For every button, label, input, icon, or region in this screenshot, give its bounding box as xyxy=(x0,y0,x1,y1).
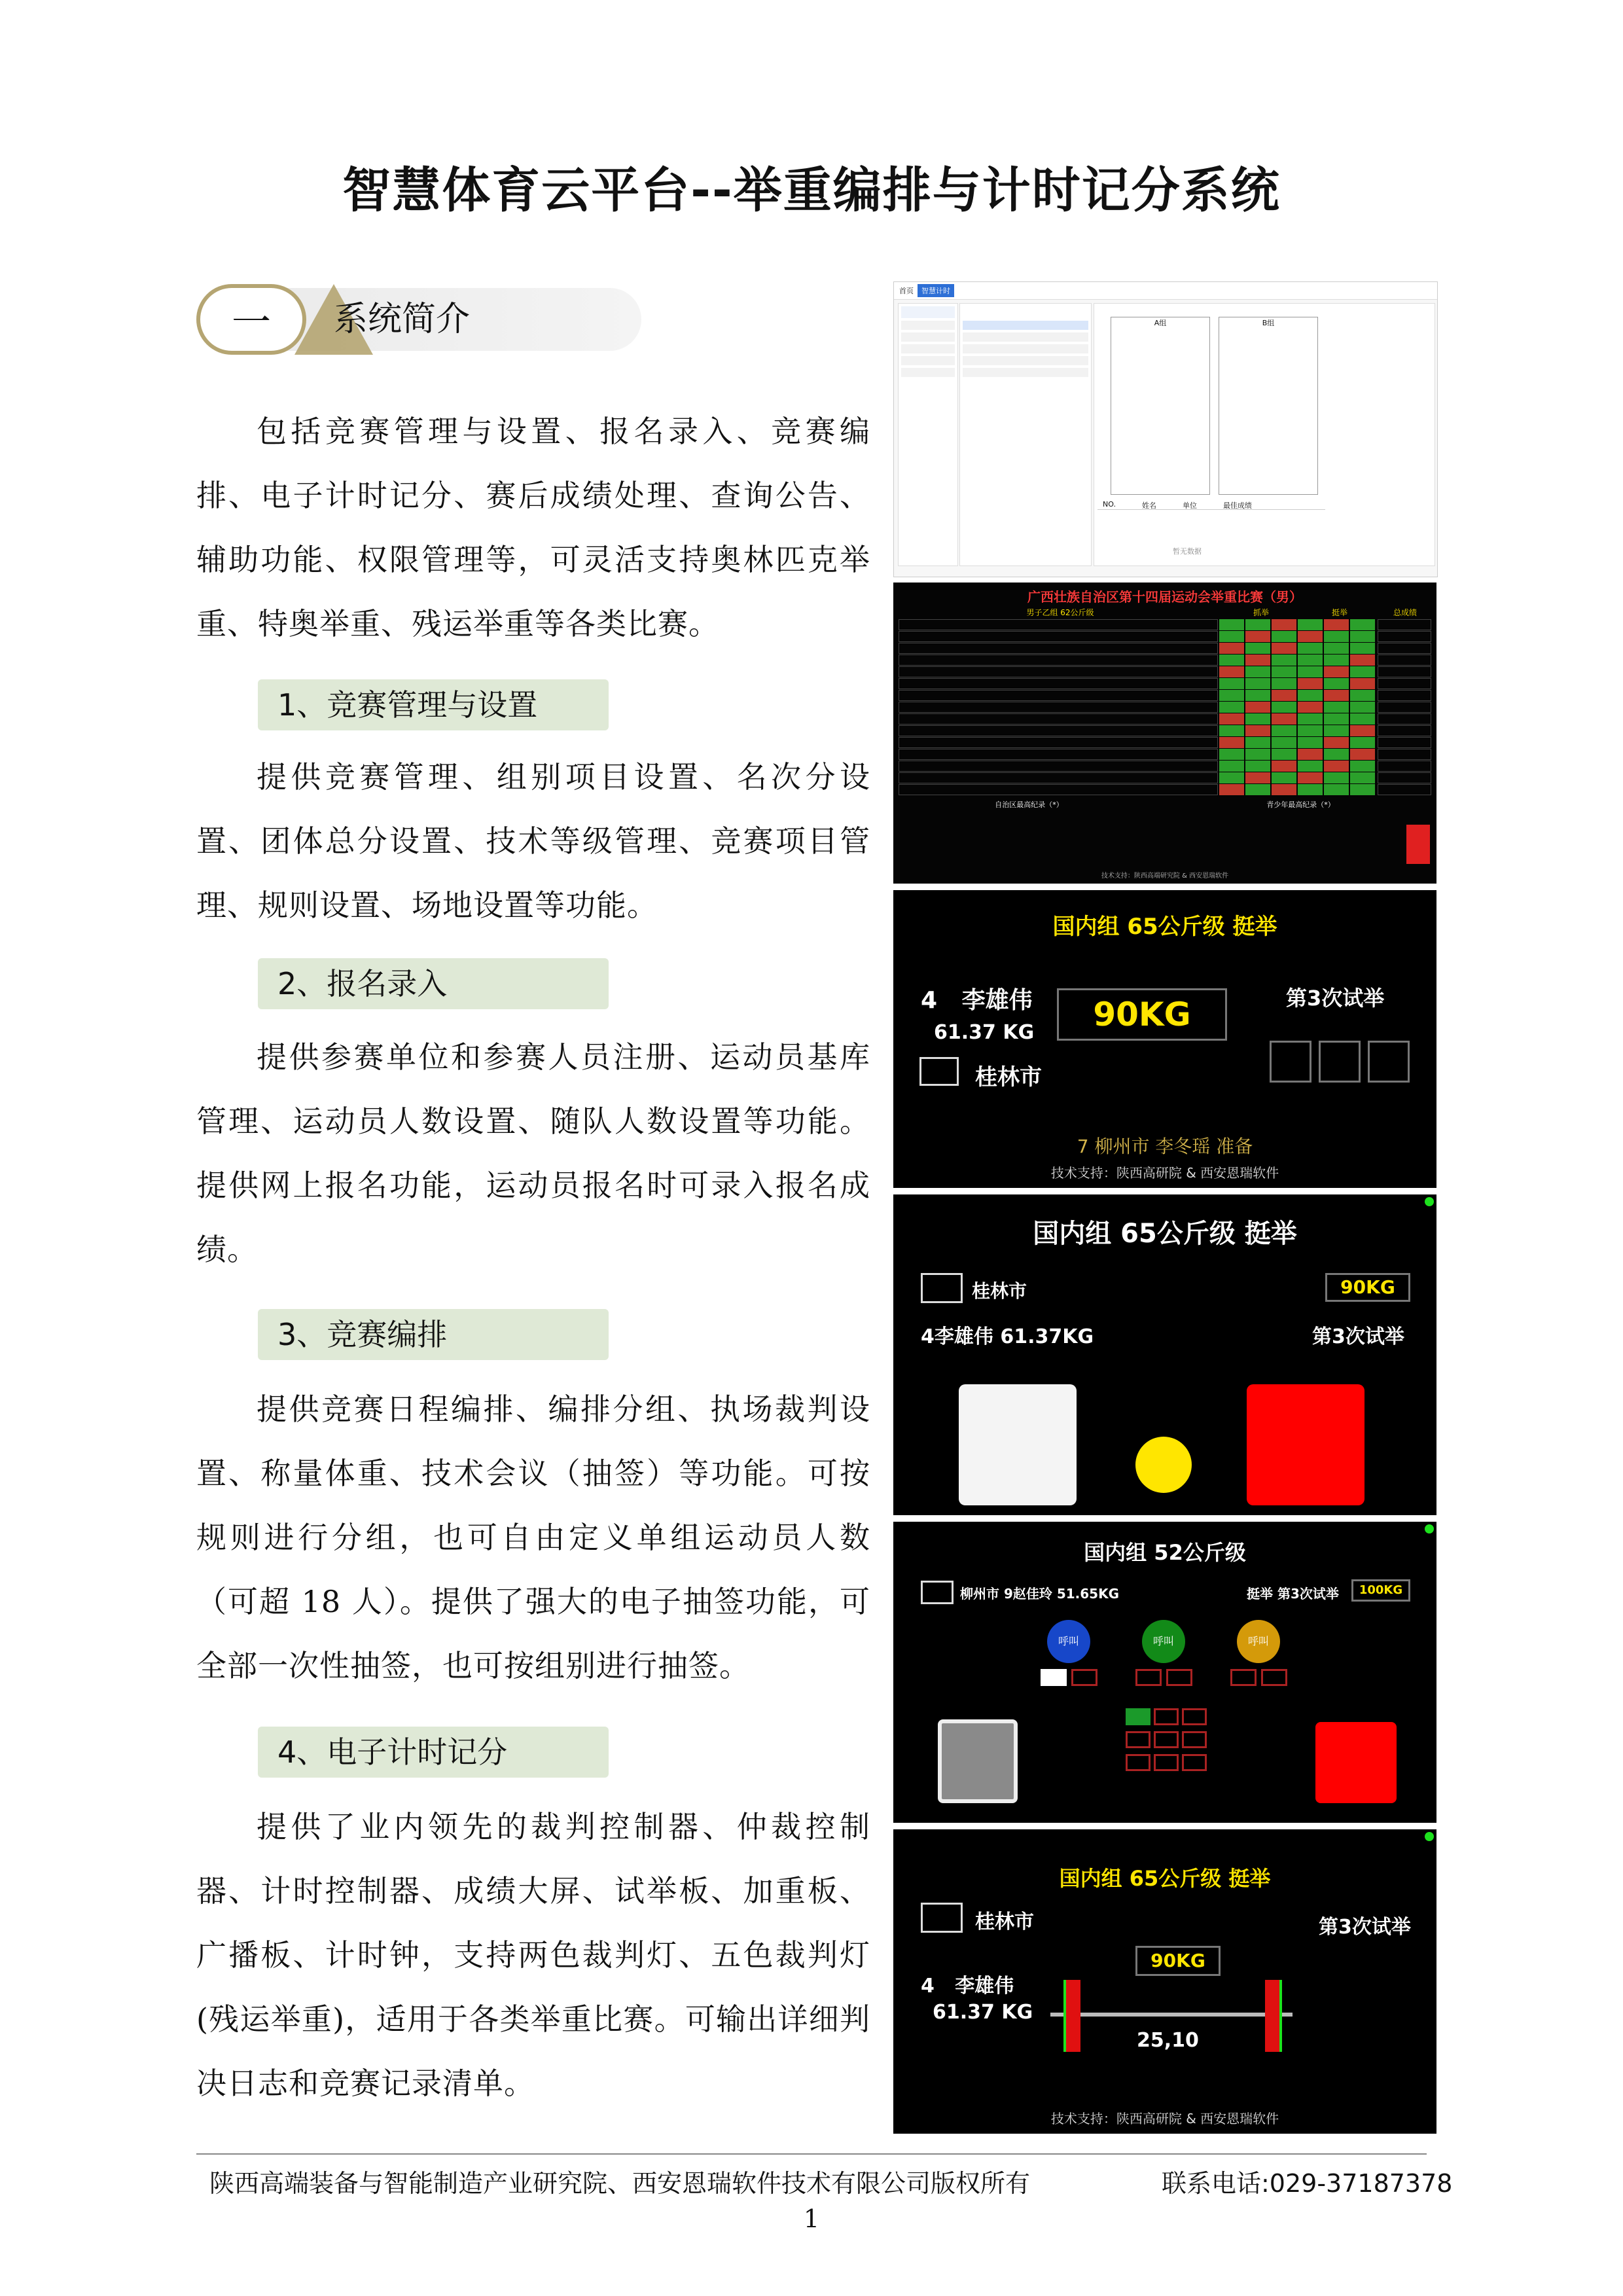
jury-box xyxy=(1182,1731,1207,1748)
s6-unit: 桂林市 xyxy=(975,1910,1034,1933)
board-rows xyxy=(899,619,1431,795)
board-row xyxy=(899,690,1431,701)
barbell-icon xyxy=(1406,825,1430,864)
call-button-1[interactable]: 呼叫 xyxy=(1047,1620,1090,1663)
s6-attempt: 第3次试举 xyxy=(1319,1916,1411,1939)
s5-weight: 100KG xyxy=(1351,1579,1410,1602)
board-row xyxy=(899,725,1431,736)
board-row xyxy=(899,678,1431,689)
col-name: 姓名 xyxy=(1141,501,1156,510)
col-score: 最佳成绩 xyxy=(1222,501,1252,510)
group-b-box xyxy=(1219,317,1318,495)
loading-screen xyxy=(893,1829,1436,2134)
s5-attempt: 挺举 第3次试举 xyxy=(1247,1586,1339,1602)
tab-home[interactable]: 首页 xyxy=(899,287,914,295)
board-row xyxy=(899,619,1431,630)
image-icon xyxy=(921,1581,954,1604)
col-unit: 单位 xyxy=(1182,501,1197,510)
vote-box-white xyxy=(1041,1669,1067,1686)
subsection-text-1: 提供竞赛管理、组别项目设置、名次分设置、团体总分设置、技术等级管理、竞赛项目管理、规则设置、场地设置等功能。 xyxy=(196,759,870,923)
jury-box xyxy=(1154,1731,1179,1748)
board-subtitle: 男子乙组 62公斤级 xyxy=(1026,608,1094,617)
group-a-box xyxy=(1111,317,1210,495)
s6-bodyweight: 61.37 KG xyxy=(933,2001,1033,2024)
jury-screen xyxy=(893,1522,1436,1823)
subsection-text-3: 提供竞赛日程编排、编排分组、执场裁判设置、称量体重、技术会议（抽签）等功能。可按规则进行分组，也可自由定义单组运动员人数（可超 18 人）。提供了强大的电子抽签功能，可全部一次性抽签，也可按组别进行抽签。 xyxy=(196,1391,870,1683)
jury-box xyxy=(1126,1708,1150,1725)
document-title: 智慧体育云平台--举重编排与计时记分系统 xyxy=(342,162,1281,219)
board-row xyxy=(899,643,1431,654)
status-dot xyxy=(1425,1197,1434,1206)
plate-left xyxy=(1063,1980,1080,2052)
jury-box xyxy=(1154,1708,1179,1725)
s4-unit: 桂林市 xyxy=(972,1280,1027,1302)
vote-box-red xyxy=(1071,1669,1097,1686)
board-row xyxy=(899,713,1431,725)
vote-box-3a xyxy=(1230,1669,1257,1686)
s6-name: 李雄伟 xyxy=(955,1975,1014,1998)
image-icon xyxy=(919,1057,959,1086)
board-row xyxy=(899,655,1431,666)
board-row xyxy=(899,702,1431,713)
admin-table-header xyxy=(1097,500,1325,510)
subsection-text-4: 提供了业内领先的裁判控制器、仲裁控制器、计时控制器、成绩大屏、试举板、加重板、广播板、计时钟，支持两色裁判灯、五色裁判灯(残运举重)，适用于各类举重比赛。可输出详细判决日志和竞赛记录清单。 xyxy=(196,1809,870,2101)
call-button-3[interactable]: 呼叫 xyxy=(1237,1620,1280,1663)
board-title: 广西壮族自治区第十四届运动会举重比赛（男） xyxy=(1027,589,1302,605)
status-dot xyxy=(1425,1524,1434,1534)
subsection-text-2: 提供参赛单位和参赛人员注册、运动员基库管理、运动员人数设置、随队人数设置等功能。提供网上报名功能，运动员报名时可录入报名成绩。 xyxy=(196,1039,870,1267)
red-light xyxy=(1247,1384,1364,1505)
s4-athlete: 4李雄伟 61.37KG xyxy=(921,1325,1094,1348)
s3-attempt: 第3次试举 xyxy=(1286,986,1385,1011)
board-row xyxy=(899,666,1431,677)
page-number: 1 xyxy=(803,2204,820,2233)
footer-rule xyxy=(196,2153,1427,2155)
image-icon xyxy=(921,1903,963,1933)
attempt-light-2 xyxy=(1319,1041,1361,1083)
vote-box-3b xyxy=(1261,1669,1287,1686)
s6-weight: 90KG xyxy=(1135,1946,1221,1976)
vote-box-2b xyxy=(1166,1669,1192,1686)
call-button-2[interactable]: 呼叫 xyxy=(1142,1620,1185,1663)
s3-name: 李雄伟 xyxy=(961,987,1033,1014)
image-icon xyxy=(921,1273,963,1303)
board-row xyxy=(899,631,1431,642)
admin-main-panel xyxy=(1094,303,1435,566)
red-light xyxy=(1315,1722,1397,1803)
referee-screen xyxy=(893,1194,1436,1515)
s6-plates: 25,10 xyxy=(1137,2029,1199,2052)
admin-sidebar xyxy=(898,303,958,566)
subsection-heading-1: 1、竞赛管理与设置 xyxy=(258,679,609,730)
admin-screenshot xyxy=(893,281,1438,577)
status-dot xyxy=(1425,1832,1434,1841)
vote-box-2a xyxy=(1135,1669,1162,1686)
s4-attempt: 第3次试举 xyxy=(1312,1325,1404,1348)
empty-state: 暂无数据 xyxy=(1173,547,1202,556)
s4-title: 国内组 65公斤级 挺举 xyxy=(1033,1219,1297,1249)
jury-box xyxy=(1154,1754,1179,1771)
s3-tech: 技术支持：陕西高研院 & 西安恩瑞软件 xyxy=(1050,1165,1279,1181)
s5-athlete: 柳州市 9赵佳玲 51.65KG xyxy=(960,1586,1120,1602)
group-b-label: B组 xyxy=(1262,319,1275,327)
section-number: 一 xyxy=(196,284,306,355)
barbell-bar xyxy=(1050,2013,1293,2017)
intro-paragraph: 包括竞赛管理与设置、报名录入、竞赛编排、电子计时记分、赛后成绩处理、查询公告、辅助功能、权限管理等，可灵活支持奥林匹克举重、特奥举重、残运举重等各类比赛。 xyxy=(196,414,870,641)
s3-weight: 90KG xyxy=(1057,988,1227,1041)
attempt-screen-1 xyxy=(893,890,1436,1188)
section-header xyxy=(196,288,641,351)
jury-box xyxy=(1126,1754,1150,1771)
subsection-heading-4: 4、电子计时记分 xyxy=(258,1727,609,1778)
snatch-header: 抓举 xyxy=(1253,608,1269,617)
subsection-heading-2: 2、报名录入 xyxy=(258,958,609,1009)
s5-title: 国内组 52公斤级 xyxy=(1084,1540,1246,1565)
plate-right xyxy=(1265,1980,1282,2052)
s3-title: 国内组 65公斤级 挺举 xyxy=(1052,914,1277,940)
s4-weight: 90KG xyxy=(1325,1273,1410,1302)
s3-next: 7 柳州市 李冬瑶 准备 xyxy=(1077,1136,1253,1157)
subsection-heading-3: 3、竞赛编排 xyxy=(258,1309,609,1360)
group-a-label: A组 xyxy=(1154,319,1167,327)
record-1: 自治区最高纪录（*） xyxy=(995,800,1063,809)
total-header: 总成绩 xyxy=(1393,608,1417,617)
footer-phone: 联系电话:029-37187378 xyxy=(1162,2169,1453,2198)
board-row xyxy=(899,784,1431,795)
grey-light xyxy=(938,1719,1018,1803)
white-light xyxy=(959,1384,1077,1505)
board-row xyxy=(899,772,1431,783)
attempt-light-1 xyxy=(1270,1041,1311,1083)
jury-box xyxy=(1182,1708,1207,1725)
section-title: 系统简介 xyxy=(334,300,471,339)
s3-unit: 桂林市 xyxy=(975,1064,1042,1090)
tab-timing[interactable]: 智慧计时 xyxy=(918,284,954,297)
board-tech: 技术支持：陕西高端研究院 & 西安恩瑞软件 xyxy=(1101,872,1229,880)
s6-tech: 技术支持：陕西高研院 & 西安恩瑞软件 xyxy=(1050,2111,1279,2126)
jury-box xyxy=(1126,1731,1150,1748)
jury-box xyxy=(1182,1754,1207,1771)
col-no: NO. xyxy=(1103,500,1116,509)
s6-title: 国内组 65公斤级 挺举 xyxy=(1059,1866,1271,1891)
record-2: 青少年最高纪录（*） xyxy=(1266,800,1335,809)
yellow-light xyxy=(1135,1437,1192,1493)
board-row xyxy=(899,749,1431,760)
admin-list-panel xyxy=(959,303,1092,566)
results-board xyxy=(893,583,1436,884)
board-row xyxy=(899,761,1431,772)
cj-header: 挺举 xyxy=(1331,608,1347,617)
attempt-light-3 xyxy=(1368,1041,1410,1083)
s3-num: 4 xyxy=(921,987,938,1014)
board-row xyxy=(899,737,1431,748)
footer-copyright: 陕西高端装备与智能制造产业研究院、西安恩瑞软件技术有限公司版权所有 xyxy=(209,2169,1031,2198)
s3-bodyweight: 61.37 KG xyxy=(934,1021,1035,1044)
s6-num: 4 xyxy=(921,1975,935,1998)
